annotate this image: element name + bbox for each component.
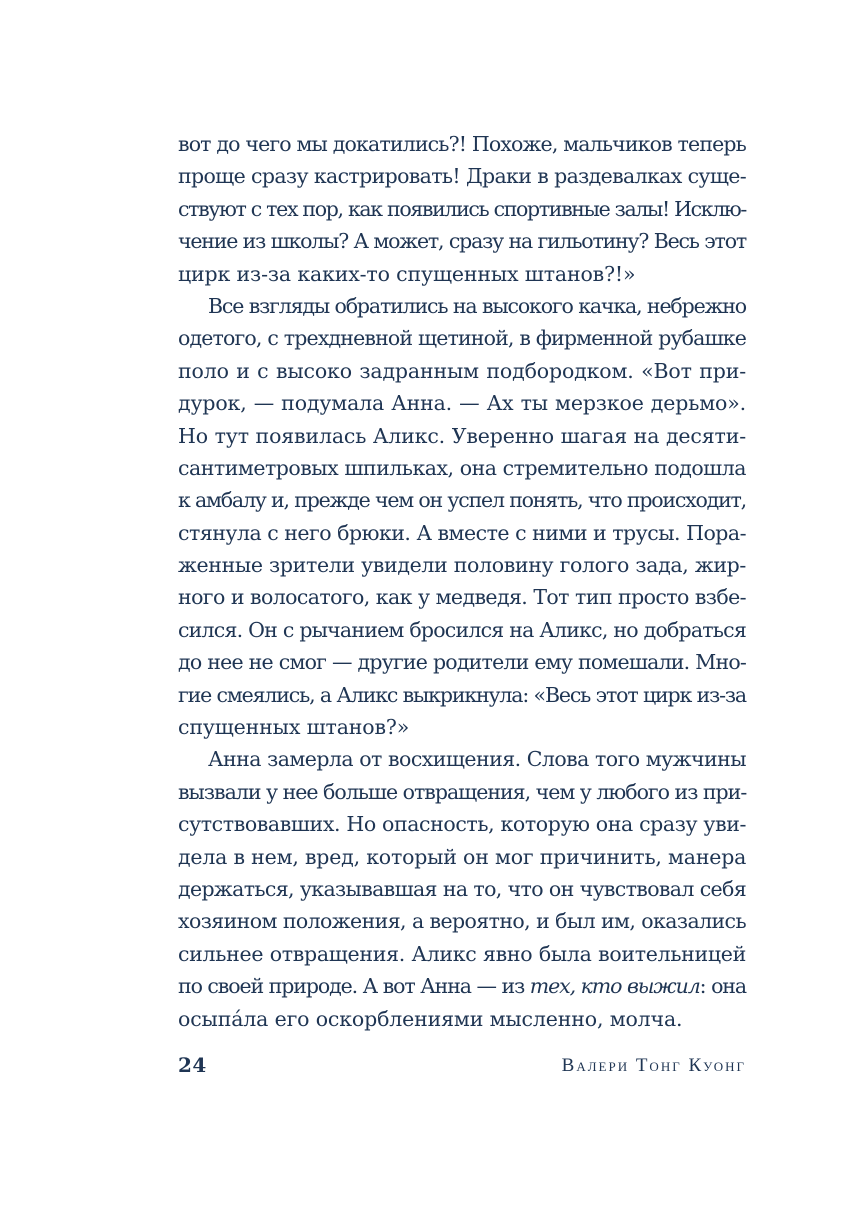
- text-line: [178, 322, 746, 354]
- text-line: [178, 679, 746, 711]
- text-line: [178, 581, 746, 613]
- text-line: [178, 743, 746, 775]
- page-number: 24: [178, 1053, 207, 1077]
- text-line: [178, 841, 746, 873]
- page-footer: [178, 1053, 746, 1083]
- text-line: [178, 614, 746, 646]
- text-line-content: держаться, указывавшая на то, что он чувствовал себя: [178, 876, 746, 901]
- text-line-content: сился. Он с рычанием бросился на Аликс, но добраться: [178, 617, 746, 642]
- text-line-content: проще сразу кастрировать! Драки в раздевалках суще-: [178, 164, 746, 189]
- text-line: [178, 873, 746, 905]
- text-line: [178, 646, 746, 678]
- text-line: [178, 387, 746, 419]
- text-line: [178, 160, 746, 192]
- text-line-content: Все взгляды обратились на высокого качка, небрежно: [208, 293, 746, 318]
- text-line-content: до нее не смог — другие родители ему помешали. Мно-: [178, 650, 746, 675]
- text-line-content: сантиметровых шпильках, она стремительно подошла: [178, 455, 746, 480]
- text-line: [178, 905, 746, 937]
- text-line: [178, 549, 746, 581]
- text-line-content: по своей природе. А вот Анна — из: [178, 974, 530, 999]
- text-line: [178, 1003, 746, 1035]
- body-text: [178, 128, 746, 1035]
- text-line-content: поло и с высоко задранным подбородком. «Вот при-: [178, 358, 746, 383]
- text-line-content: вот до чего мы докатились?! Похоже, мальчиков теперь: [178, 132, 746, 156]
- text-line-content: сутствовавших. Но опасность, которую она сразу уви-: [178, 812, 746, 837]
- text-line: [178, 452, 746, 484]
- text-line-content: ного и волосатого, как у медведя. Тот тип просто взбе-: [178, 585, 746, 610]
- text-line: [178, 711, 746, 743]
- text-line-content: стянула с него брюки. А вместе с ними и трусы. Пора-: [178, 520, 747, 545]
- text-line-content: осыпáла его оскорблениями мысленно, молча.: [178, 1006, 683, 1031]
- text-line: [178, 420, 746, 452]
- text-line: [178, 258, 746, 290]
- text-line: [178, 938, 746, 970]
- text-line: [178, 193, 746, 225]
- text-line-content: чение из школы? А может, сразу на гильотину? Весь этот: [178, 229, 746, 254]
- text-line-content: к амбалу и, прежде чем он успел понять, что происходит,: [178, 488, 746, 513]
- text-line-content: ствуют с тех пор, как появились спортивные залы! Исклю-: [178, 196, 746, 221]
- text-line: [178, 776, 746, 808]
- text-line-content: дела в нем, вред, который он мог причинить, манера: [178, 844, 747, 869]
- text-line: [178, 128, 746, 160]
- text-line-content: сильнее отвращения. Аликс явно была воительницей: [178, 941, 746, 966]
- text-line: [178, 970, 746, 1002]
- text-line-content: хозяином положения, а вероятно, и был им, оказались: [178, 909, 746, 934]
- text-line: [178, 808, 746, 840]
- italic-phrase: тех, кто выжил: [529, 974, 700, 999]
- text-line-content: дурок, — подумала Анна. — Ах ты мерзкое дерьмо».: [178, 391, 746, 416]
- text-line-content: цирк из-за каких-то спущенных штанов?!»: [178, 261, 636, 286]
- text-line: [178, 355, 746, 387]
- text-line-content: спущенных штанов?»: [178, 715, 410, 740]
- text-line-content: Но тут появилась Аликс. Уверенно шагая на десяти-: [178, 423, 746, 448]
- text-line-content: вызвали у нее больше отвращения, чем у любого из при-: [178, 779, 747, 804]
- text-line-content: Анна замерла от восхищения. Слова того мужчины: [208, 747, 746, 772]
- text-line: [178, 225, 746, 257]
- text-line: [178, 517, 746, 549]
- text-line-content: женные зрители увидели половину голого зада, жир-: [178, 553, 746, 578]
- text-line: [178, 484, 746, 516]
- text-line: [178, 290, 746, 322]
- text-line-content: одетого, с трехдневной щетиной, в фирменной рубашке: [178, 326, 746, 351]
- text-line-tail: : она: [699, 974, 746, 999]
- text-line-content: гие смеялись, а Аликс выкрикнула: «Весь этот цирк из-за: [178, 682, 746, 707]
- running-head-author: Валери Тонг Куонг: [561, 1055, 746, 1076]
